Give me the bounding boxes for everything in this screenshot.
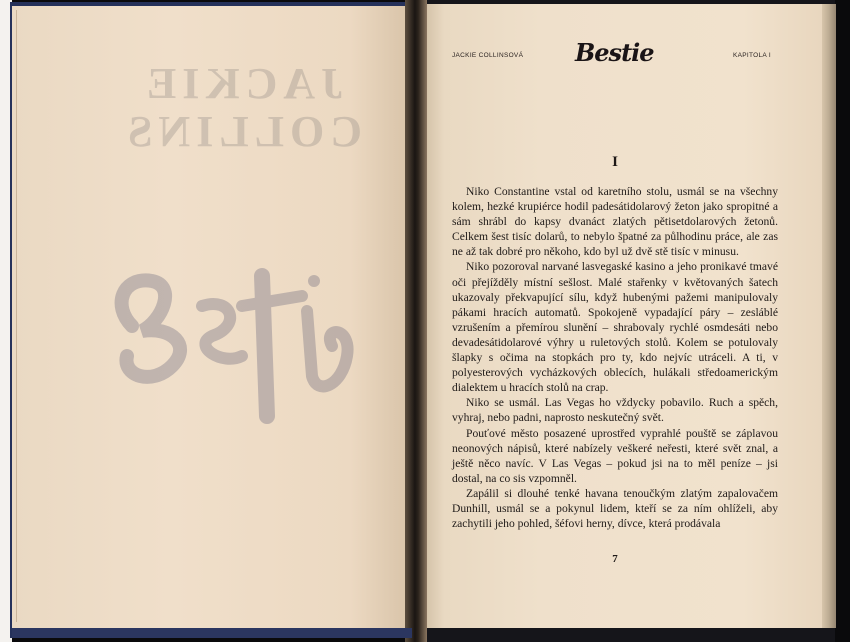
chapter-body xyxy=(452,184,778,531)
show-through-author-line-2: COLLINS xyxy=(121,107,363,156)
paragraph-3: Niko se usmál. Las Vegas ho vždycky pobavilo. Ruch a spěch, vyhraj, nebo padni, naprosto neskutečný svět. xyxy=(452,396,778,425)
cover-bottom-edge xyxy=(12,628,412,638)
running-head-title-logo xyxy=(575,30,654,74)
running-head-chapter: KAPITOLA I xyxy=(733,52,771,59)
paragraph-5: Zapálil si dlouhé tenké havana tenoučkým zlatým zapalovačem Dunhill, usmál se a pokynul lidem, kteří se za ním ohlíželi, aby zachytili jeho pohled, šéfovi herny, dívce, která prodávala xyxy=(452,486,778,531)
paragraph-2: Niko pozoroval narvané lasvegaské kasino a jeho pronikavé tmavé oči přejížděly místní sešlost. Malé stařenky v květovaných šatech ukazovaly překvapující sílu, když hubenými pažemi manipulovaly pákami hracích automatů. Spokojeně vypadající páry – zesláblé vzrušením a přemírou slunění – shrabovaly rychlé osmdesáti nebo devadesátidolarové výhry u ruletových stolů. Kolem se potulovaly šlapky s očima na stopkách pro ty, kdo nejvíc utráceli. A ti, v polyesterových vycházkových oblecích, hulákali středoamerickým dialektem u hracích stolů na crap. xyxy=(452,260,778,395)
chapter-number: I xyxy=(612,154,618,170)
page-number: 7 xyxy=(612,553,618,565)
paragraph-4: Pouťové město posazené uprostřed vyprahlé pouště se záplavou neonových nápisů, které nabízely veškeré neřesti, které svět znal, a ještě něco navíc. V Las Vegas – pokud jsi na to měl peníze – jsi dostal, na co sis vzpomněl. xyxy=(452,426,778,485)
scan-background xyxy=(836,0,850,642)
left-page-edge-line xyxy=(16,10,393,622)
paragraph-1: Niko Constantine vstal od karetního stolu, usmál se na všechny kolem, hezké krupiérce hodil padesátidolarový žeton jako spropitné a sám shrábl do kapsy dvanáct zlatých pětisetdolarových žetonů. Celkem šest tisíc dolarů, to nebylo špatné za půlhodinu práce, ale zas ne až tak dobré pro někoho, kdo byl už dvě stě tisíc v minusu. xyxy=(452,185,778,259)
show-through-author-line-1: JACKIE xyxy=(140,59,344,108)
running-head-author: JACKIE COLLINSOVÁ xyxy=(452,52,524,59)
book-gutter xyxy=(405,0,427,642)
running-head-title: Bestie xyxy=(575,38,654,67)
